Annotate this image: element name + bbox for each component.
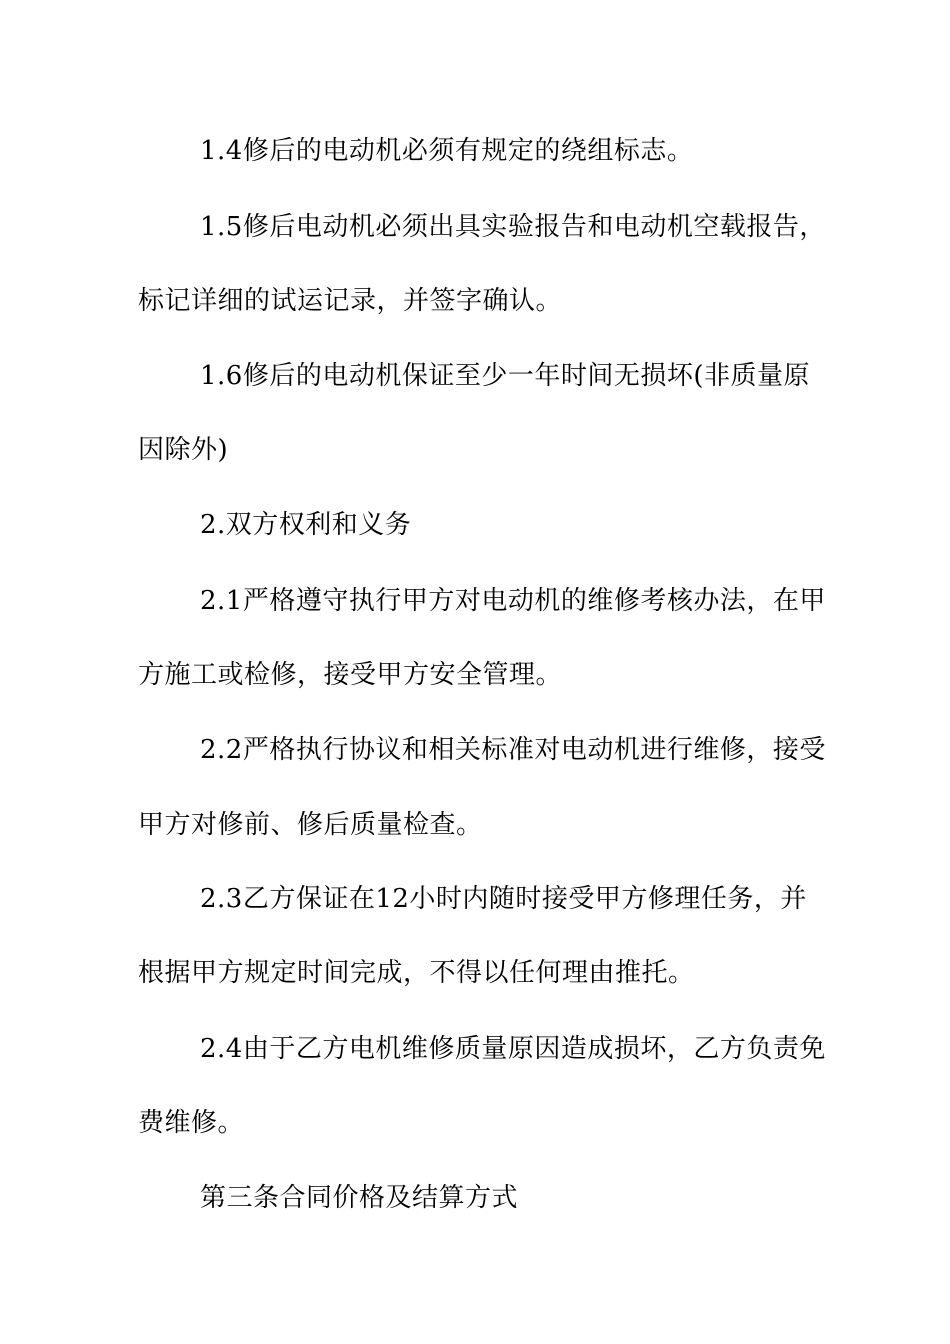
- paragraph-1-5: 1.5修后电动机必须出具实验报告和电动机空载报告，: [200, 212, 826, 242]
- paragraph-1-5-cont: 标记详细的试运记录，并签字确认。: [138, 286, 563, 316]
- section-heading-2: 2.双方权利和义务: [200, 510, 412, 540]
- paragraph-1-4: 1.4修后的电动机必须有规定的绕组标志。: [200, 136, 694, 166]
- paragraph-2-1-cont: 方施工或检修，接受甲方安全管理。: [138, 660, 563, 690]
- paragraph-2-4: 2.4由于乙方电机维修质量原因造成损坏，乙方负责免: [200, 1034, 826, 1064]
- paragraph-2-2: 2.2严格执行协议和相关标准对电动机进行维修，接受: [200, 735, 826, 765]
- paragraph-2-3-cont: 根据甲方规定时间完成，不得以任何理由推托。: [138, 958, 695, 988]
- paragraph-1-6: 1.6修后的电动机保证至少一年时间无损坏(非质量原: [200, 361, 810, 391]
- article-3-heading: 第三条合同价格及结算方式: [200, 1183, 519, 1213]
- paragraph-1-6-cont: 因除外): [138, 435, 229, 465]
- paragraph-2-4-cont: 费维修。: [138, 1108, 245, 1138]
- paragraph-2-3: 2.3乙方保证在12小时内随时接受甲方修理任务，并: [200, 884, 807, 914]
- paragraph-2-2-cont: 甲方对修前、修后质量检查。: [138, 810, 483, 840]
- paragraph-2-1: 2.1严格遵守执行甲方对电动机的维修考核办法，在甲: [200, 586, 826, 616]
